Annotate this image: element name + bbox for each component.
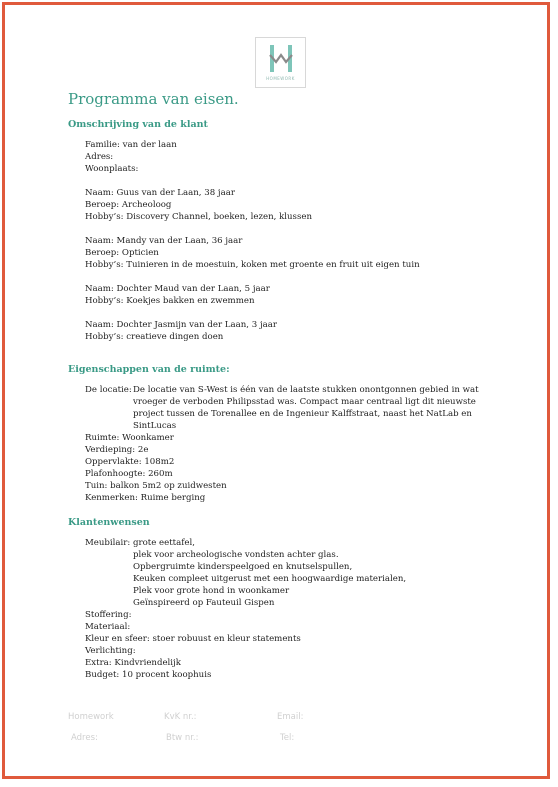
space-line: Plafonhoogte: 260m — [85, 469, 173, 479]
client-address: Adres: — [85, 152, 114, 162]
location-text: De locatie van S-West is één van de laatste stukken onontgonnen gebied in wat — [133, 385, 479, 395]
client-line: Hobby’s: creatieve dingen doen — [85, 332, 224, 342]
homework-logo — [255, 37, 306, 88]
space-line: Oppervlakte: 108m2 — [85, 457, 175, 467]
location-text: vroeger de verboden Philipsstad was. Compact maar centraal ligt dit nieuwste — [133, 397, 476, 407]
client-line: Naam: Dochter Maud van der Laan, 5 jaar — [85, 284, 270, 294]
footer-btw: Btw nr.: — [166, 733, 199, 743]
client-line: Naam: Dochter Jasmijn van der Laan, 3 jaar — [85, 320, 277, 330]
wishes-line: Kleur en sfeer: stoer robuust en kleur statements — [85, 634, 301, 644]
wishes-line: Materiaal: — [85, 622, 131, 632]
client-family: Familie: van der laan — [85, 140, 177, 150]
logo-wordmark: HOMEWORK — [266, 76, 295, 81]
client-line: Naam: Guus van der Laan, 38 jaar — [85, 188, 235, 198]
logo-mark-icon — [256, 38, 307, 89]
client-line: Hobby’s: Tuinieren in de moestuin, koken met groente en fruit uit eigen tuin — [85, 260, 420, 270]
furniture-item: grote eettafel, — [133, 538, 196, 548]
wishes-line: Stoffering: — [85, 610, 132, 620]
furniture-item: Opbergruimte kinderspeelgoed en knutselspullen, — [133, 562, 353, 572]
page-title: Programma van eisen. — [68, 90, 239, 108]
client-city: Woonplaats: — [85, 164, 139, 174]
space-line: Tuin: balkon 5m2 op zuidwesten — [85, 481, 227, 491]
section-heading-client: Omschrijving van de klant — [68, 119, 208, 130]
client-line: Naam: Mandy van der Laan, 36 jaar — [85, 236, 243, 246]
footer-email: Email: — [277, 712, 304, 722]
footer-kvk: KvK nr.: — [164, 712, 197, 722]
space-line: Ruimte: Woonkamer — [85, 433, 174, 443]
furniture-item: plek voor archeologische vondsten achter glas. — [133, 550, 339, 560]
location-label: De locatie: — [85, 385, 132, 395]
location-text: project tussen de Torenallee en de Ingenieur Kalffstraat, naast het NatLab en — [133, 409, 472, 419]
client-line: Hobby’s: Koekjes bakken en zwemmen — [85, 296, 255, 306]
client-line: Beroep: Opticien — [85, 248, 159, 258]
client-line: Beroep: Archeoloog — [85, 200, 172, 210]
furniture-item: Geïnspireerd op Fauteuil Gispen — [133, 598, 275, 608]
furniture-label: Meubilair: — [85, 538, 131, 548]
furniture-item: Plek voor grote hond in woonkamer — [133, 586, 290, 596]
wishes-line: Verlichting: — [85, 646, 136, 656]
location-text: SintLucas — [133, 421, 177, 431]
footer-company: Homework — [68, 712, 114, 722]
section-heading-space: Eigenschappen van de ruimte: — [68, 364, 230, 375]
client-line: Hobby’s: Discovery Channel, boeken, lezen, klussen — [85, 212, 312, 222]
footer-address: Adres: — [71, 733, 98, 743]
wishes-line: Budget: 10 procent koophuis — [85, 670, 212, 680]
wishes-line: Extra: Kindvriendelijk — [85, 658, 181, 668]
furniture-item: Keuken compleet uitgerust met een hoogwaardige materialen, — [133, 574, 407, 584]
footer-tel: Tel: — [280, 733, 295, 743]
section-heading-wishes: Klantenwensen — [68, 517, 150, 528]
space-line: Kenmerken: Ruime berging — [85, 493, 206, 503]
space-line: Verdieping: 2e — [85, 445, 149, 455]
